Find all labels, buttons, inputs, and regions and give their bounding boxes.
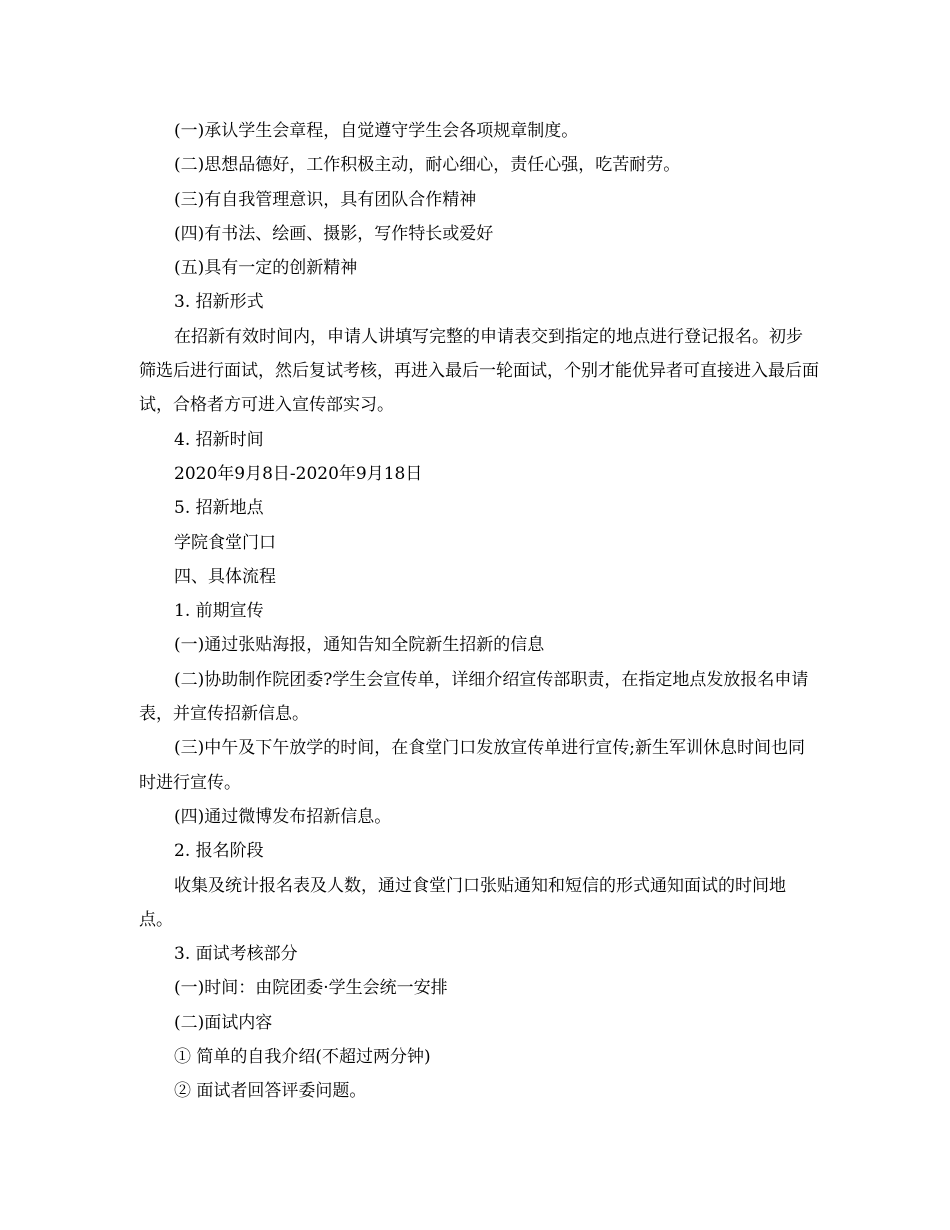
- paragraph-publicity-2: (二)协助制作院团委?学生会宣传单，详细介绍宣传部职责，在指定地点发放报名申请表，并宣传招新信息。: [139, 669, 809, 725]
- document-body: [139, 114, 819, 1109]
- paragraph-interview-time: (一)时间：由院团委·学生会统一安排: [174, 978, 448, 999]
- list-item-self-introduction: ① 简单的自我介绍(不超过两分钟): [174, 1047, 431, 1068]
- heading-recruitment-form: 3. 招新形式: [174, 292, 264, 313]
- paragraph-requirement-4: (四)有书法、绘画、摄影，写作特长或爱好: [174, 223, 494, 244]
- paragraph-requirement-1: (一)承认学生会章程，自觉遵守学生会各项规章制度。: [174, 121, 579, 141]
- paragraph-recruitment-location: 学院食堂门口: [174, 532, 276, 553]
- heading-recruitment-location: 5. 招新地点: [174, 498, 264, 519]
- paragraph-interview-content: (二)面试内容: [174, 1012, 273, 1033]
- heading-early-publicity: 1. 前期宣传: [174, 601, 264, 622]
- list-item-answer-questions: ② 面试者回答评委问题。: [174, 1081, 367, 1102]
- paragraph-recruitment-time: 2020年9月8日-2020年9月18日: [174, 463, 423, 484]
- heading-registration-stage: 2. 报名阶段: [174, 841, 264, 862]
- heading-recruitment-time: 4. 招新时间: [174, 429, 264, 450]
- paragraph-requirement-3: (三)有自我管理意识，具有团队合作精神: [174, 189, 477, 210]
- paragraph-registration-stage: 收集及统计报名表及人数，通过食堂门口张贴通知和短信的形式通知面试的时间地点。: [139, 875, 786, 930]
- paragraph-requirement-5: (五)具有一定的创新精神: [174, 258, 358, 279]
- paragraph-requirement-2: (二)思想品德好，工作积极主动，耐心细心，责任心强，吃苦耐劳。: [174, 155, 681, 176]
- paragraph-recruitment-form: 在招新有效时间内，申请人讲填写完整的申请表交到指定的地点进行登记报名。初步筛选后进行面试，然后复试考核，再进入最后一轮面试，个别才能优异者可直接进入最后面试，合格者方可进入宣传部实习。: [139, 326, 819, 416]
- heading-interview-assessment: 3. 面试考核部分: [174, 944, 298, 965]
- paragraph-publicity-4: (四)通过微博发布招新信息。: [174, 806, 392, 827]
- heading-specific-process: 四、具体流程: [174, 566, 276, 587]
- paragraph-publicity-1: (一)通过张贴海报，通知告知全院新生招新的信息: [174, 635, 545, 656]
- paragraph-publicity-3: (三)中午及下午放学的时间，在食堂门口发放宣传单进行宣传;新生军训休息时间也同时进行宣传。: [139, 738, 805, 793]
